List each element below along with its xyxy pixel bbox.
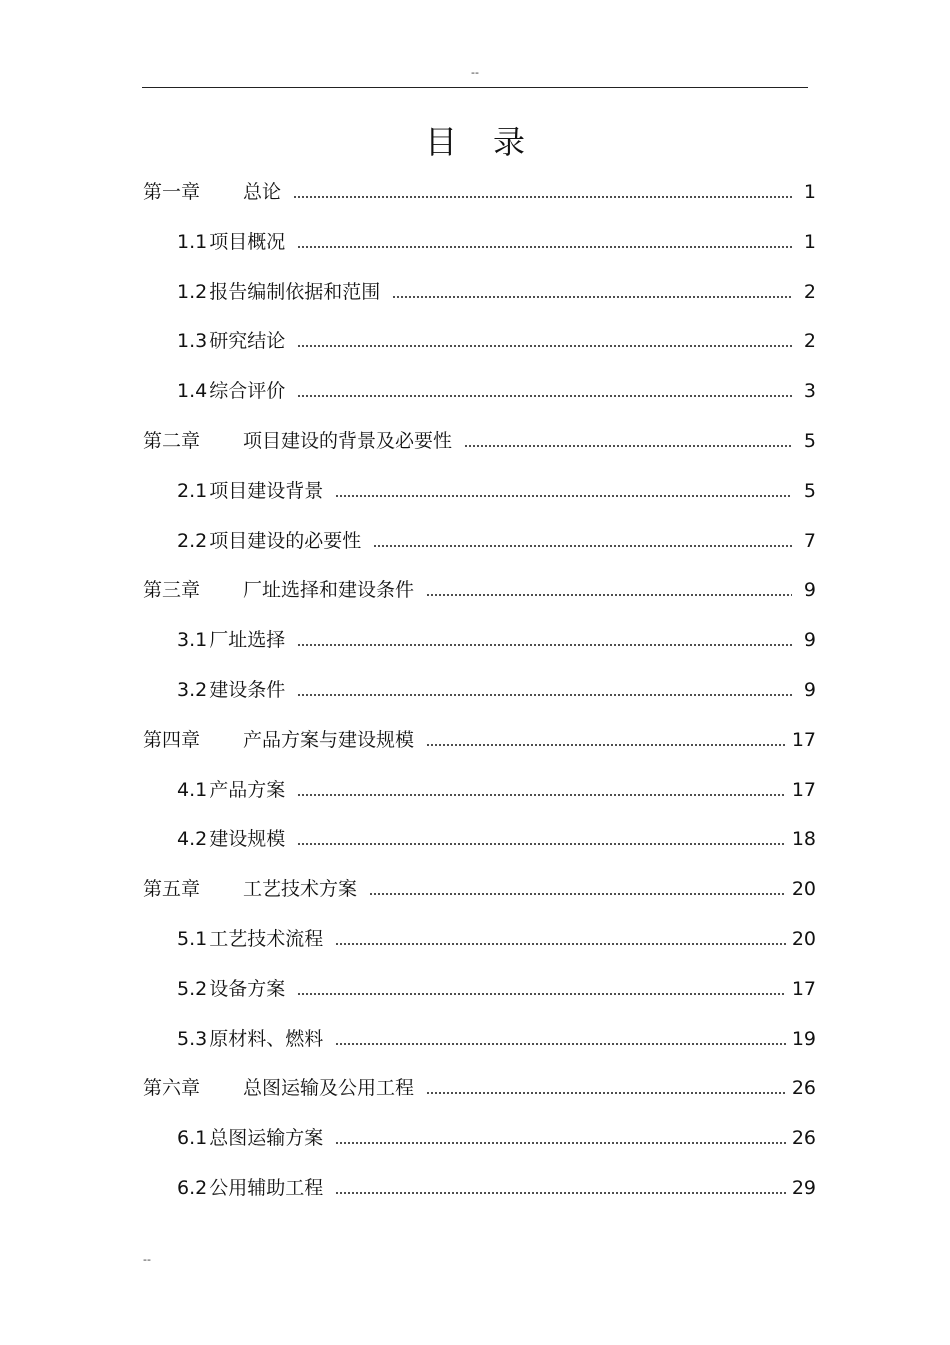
- toc-page-number: 5: [803, 430, 816, 452]
- toc-title: 项目建设的必要性: [209, 530, 362, 552]
- toc-title: 公用辅助工程: [209, 1177, 324, 1199]
- toc-section-row[interactable]: [177, 975, 816, 1003]
- toc-number: 5.2: [177, 978, 208, 1000]
- dot-leader: [335, 1041, 786, 1047]
- dot-leader: [297, 343, 792, 349]
- toc-section-row[interactable]: [177, 377, 816, 405]
- dot-leader: [426, 592, 792, 598]
- toc-title: 研究结论: [209, 330, 286, 352]
- toc-chapter-row[interactable]: [143, 875, 816, 903]
- toc-section-row[interactable]: [177, 626, 816, 654]
- toc-title: 产品方案与建设规模: [243, 729, 415, 751]
- dot-leader: [426, 1090, 786, 1096]
- header-mark: --: [471, 66, 479, 79]
- toc-number: 4.2: [177, 828, 208, 850]
- toc-title: 工艺技术流程: [209, 928, 324, 950]
- toc-title: 厂址选择和建设条件: [243, 579, 415, 601]
- toc-page-number: 26: [791, 1127, 816, 1149]
- toc-section-row[interactable]: [177, 278, 816, 306]
- toc-section-row[interactable]: [177, 825, 816, 853]
- toc-page-number: 9: [803, 579, 816, 601]
- toc-page-number: 2: [803, 281, 816, 303]
- toc-title: 项目建设背景: [209, 480, 324, 502]
- toc-number: 第五章: [143, 878, 201, 900]
- toc-page-number: 2: [803, 330, 816, 352]
- dot-leader: [297, 991, 786, 997]
- toc-title: 厂址选择: [209, 629, 286, 651]
- toc-title: 设备方案: [209, 978, 286, 1000]
- dot-leader: [335, 941, 786, 947]
- toc-page-number: 1: [803, 231, 816, 253]
- toc-page-number: 5: [803, 480, 816, 502]
- toc-page-number: 1: [803, 181, 816, 203]
- dot-leader: [297, 692, 792, 698]
- toc-number: 6.2: [177, 1177, 208, 1199]
- toc-page-number: 20: [791, 878, 816, 900]
- toc-page-number: 20: [791, 928, 816, 950]
- toc-title: 项目概况: [209, 231, 286, 253]
- toc-page-number: 9: [803, 679, 816, 701]
- toc-title: 工艺技术方案: [243, 878, 358, 900]
- toc-number: 5.3: [177, 1028, 208, 1050]
- dot-leader: [335, 1190, 786, 1196]
- toc-number: 3.2: [177, 679, 208, 701]
- toc-number: 第一章: [143, 181, 201, 203]
- header-rule: [142, 87, 808, 88]
- toc-page-number: 17: [791, 729, 816, 751]
- toc-page-number: 3: [803, 380, 816, 402]
- toc-title: 原材料、燃料: [209, 1028, 324, 1050]
- toc-section-row[interactable]: [177, 1025, 816, 1053]
- toc-page-number: 7: [803, 530, 816, 552]
- toc-chapter-row[interactable]: [143, 1074, 816, 1102]
- toc-section-row[interactable]: [177, 327, 816, 355]
- toc-section-row[interactable]: [177, 228, 816, 256]
- toc-page-number: 17: [791, 978, 816, 1000]
- dot-leader: [293, 194, 792, 200]
- dot-leader: [392, 294, 792, 300]
- toc-title: 项目建设的背景及必要性: [243, 430, 453, 452]
- toc-number: 1.1: [177, 231, 208, 253]
- dot-leader: [369, 891, 786, 897]
- toc-number: 第六章: [143, 1077, 201, 1099]
- toc-section-row[interactable]: [177, 1124, 816, 1152]
- toc-title: 产品方案: [209, 779, 286, 801]
- toc-section-row[interactable]: [177, 1174, 816, 1202]
- toc-number: 第二章: [143, 430, 201, 452]
- toc-section-row[interactable]: [177, 776, 816, 804]
- toc-number: 4.1: [177, 779, 208, 801]
- dot-leader: [464, 443, 792, 449]
- toc-title: 报告编制依据和范围: [209, 281, 381, 303]
- toc-number: 1.4: [177, 380, 208, 402]
- toc-title: 总论: [243, 181, 282, 203]
- toc-number: 1.3: [177, 330, 208, 352]
- toc-number: 3.1: [177, 629, 208, 651]
- toc-section-row[interactable]: [177, 676, 816, 704]
- toc-page-number: 18: [791, 828, 816, 850]
- toc-page-number: 17: [791, 779, 816, 801]
- toc-page-number: 19: [791, 1028, 816, 1050]
- page-title: 目录: [424, 123, 561, 161]
- toc-number: 第四章: [143, 729, 201, 751]
- dot-leader: [297, 642, 792, 648]
- toc-title: 建设条件: [209, 679, 286, 701]
- dot-leader: [335, 493, 792, 499]
- toc-number: 第三章: [143, 579, 201, 601]
- toc-section-row[interactable]: [177, 477, 816, 505]
- toc-page-number: 29: [791, 1177, 816, 1199]
- toc-section-row[interactable]: [177, 925, 816, 953]
- toc-section-row[interactable]: [177, 527, 816, 555]
- toc-chapter-row[interactable]: [143, 178, 816, 206]
- toc-title: 总图运输方案: [209, 1127, 324, 1149]
- dot-leader: [297, 393, 792, 399]
- toc-page-number: 9: [803, 629, 816, 651]
- toc-number: 6.1: [177, 1127, 208, 1149]
- toc-number: 2.2: [177, 530, 208, 552]
- toc-chapter-row[interactable]: [143, 427, 816, 455]
- dot-leader: [335, 1140, 786, 1146]
- dot-leader: [297, 244, 792, 250]
- toc-title: 综合评价: [209, 380, 286, 402]
- dot-leader: [373, 543, 792, 549]
- toc-title: 建设规模: [209, 828, 286, 850]
- footer-mark: --: [143, 1253, 151, 1266]
- toc-page-number: 26: [791, 1077, 816, 1099]
- toc-number: 5.1: [177, 928, 208, 950]
- toc-chapter-row[interactable]: [143, 576, 816, 604]
- dot-leader: [426, 742, 786, 748]
- toc-title: 总图运输及公用工程: [243, 1077, 415, 1099]
- toc-chapter-row[interactable]: [143, 726, 816, 754]
- toc-number: 2.1: [177, 480, 208, 502]
- toc-number: 1.2: [177, 281, 208, 303]
- dot-leader: [297, 792, 786, 798]
- dot-leader: [297, 841, 786, 847]
